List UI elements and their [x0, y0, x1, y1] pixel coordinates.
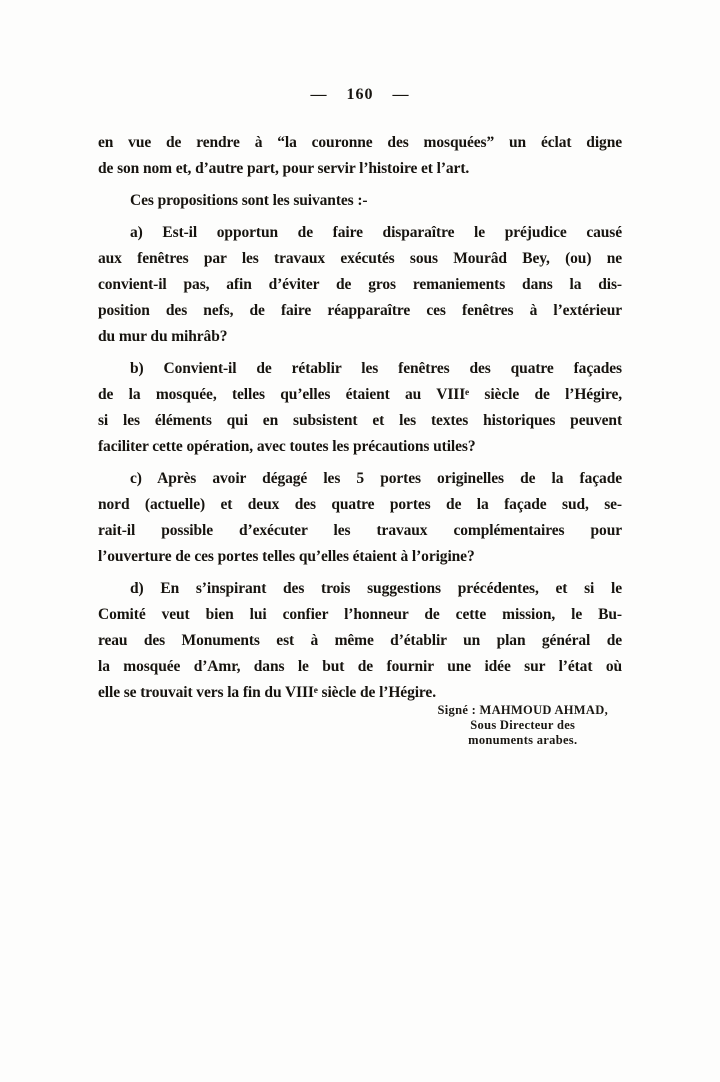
- signature-signed-line: Signé : MAHMOUD AHMAD,: [437, 703, 608, 717]
- text-line: reau des Monuments est à même d’établir un plan général de: [98, 632, 622, 649]
- text-line: c) Après avoir dégagé les 5 portes originelles de la façade: [130, 470, 622, 487]
- text-line: nord (actuelle) et deux des quatre portes de la façade sud, se-: [98, 496, 622, 513]
- body-text: [98, 130, 622, 706]
- signature-block: [438, 703, 608, 748]
- text-line: Comité veut bien lui confier l’honneur de cette mission, le Bu-: [98, 606, 622, 623]
- text-line: elle se trouvait vers la fin du VIIIᵉ siècle de l’Hégire.: [98, 684, 436, 701]
- text-line: si les éléments qui en subsistent et les textes historiques peuvent: [98, 412, 622, 429]
- text-line: d) En s’inspirant des trois suggestions précédentes, et si le: [130, 580, 622, 597]
- text-line: aux fenêtres par les travaux exécutés sous Mourâd Bey, (ou) ne: [98, 250, 622, 267]
- page-number: — 160 —: [310, 86, 410, 103]
- text-line: b) Convient-il de rétablir les fenêtres des quatre façades: [130, 360, 622, 377]
- text-line: en vue de rendre à “la couronne des mosquées” un éclat digne: [98, 134, 622, 151]
- text-line: position des nefs, de faire réapparaître ces fenêtres à l’extérieur: [98, 302, 622, 319]
- text-line: convient-il pas, afin d’éviter de gros remaniements dans la dis-: [98, 276, 622, 293]
- text-line: de la mosquée, telles qu’elles étaient au VIIIᵉ siècle de l’Hégire,: [98, 386, 622, 403]
- text-line: de son nom et, d’autre part, pour servir l’histoire et l’art.: [98, 160, 470, 177]
- text-line: du mur du mihrâb?: [98, 328, 228, 345]
- signature-title-line: Sous Directeur des: [470, 718, 576, 732]
- text-line: la mosquée d’Amr, dans le but de fournir une idée sur l’état où: [98, 658, 622, 675]
- text-line: Ces propositions sont les suivantes :-: [130, 192, 368, 209]
- text-line: a) Est-il opportun de faire disparaître le préjudice causé: [130, 224, 622, 241]
- text-line: rait-il possible d’exécuter les travaux complémentaires pour: [98, 522, 622, 539]
- text-line: l’ouverture de ces portes telles qu’elles étaient à l’origine?: [98, 548, 475, 565]
- signature-title-line: monuments arabes.: [468, 733, 578, 747]
- text-line: faciliter cette opération, avec toutes les précautions utiles?: [98, 438, 476, 455]
